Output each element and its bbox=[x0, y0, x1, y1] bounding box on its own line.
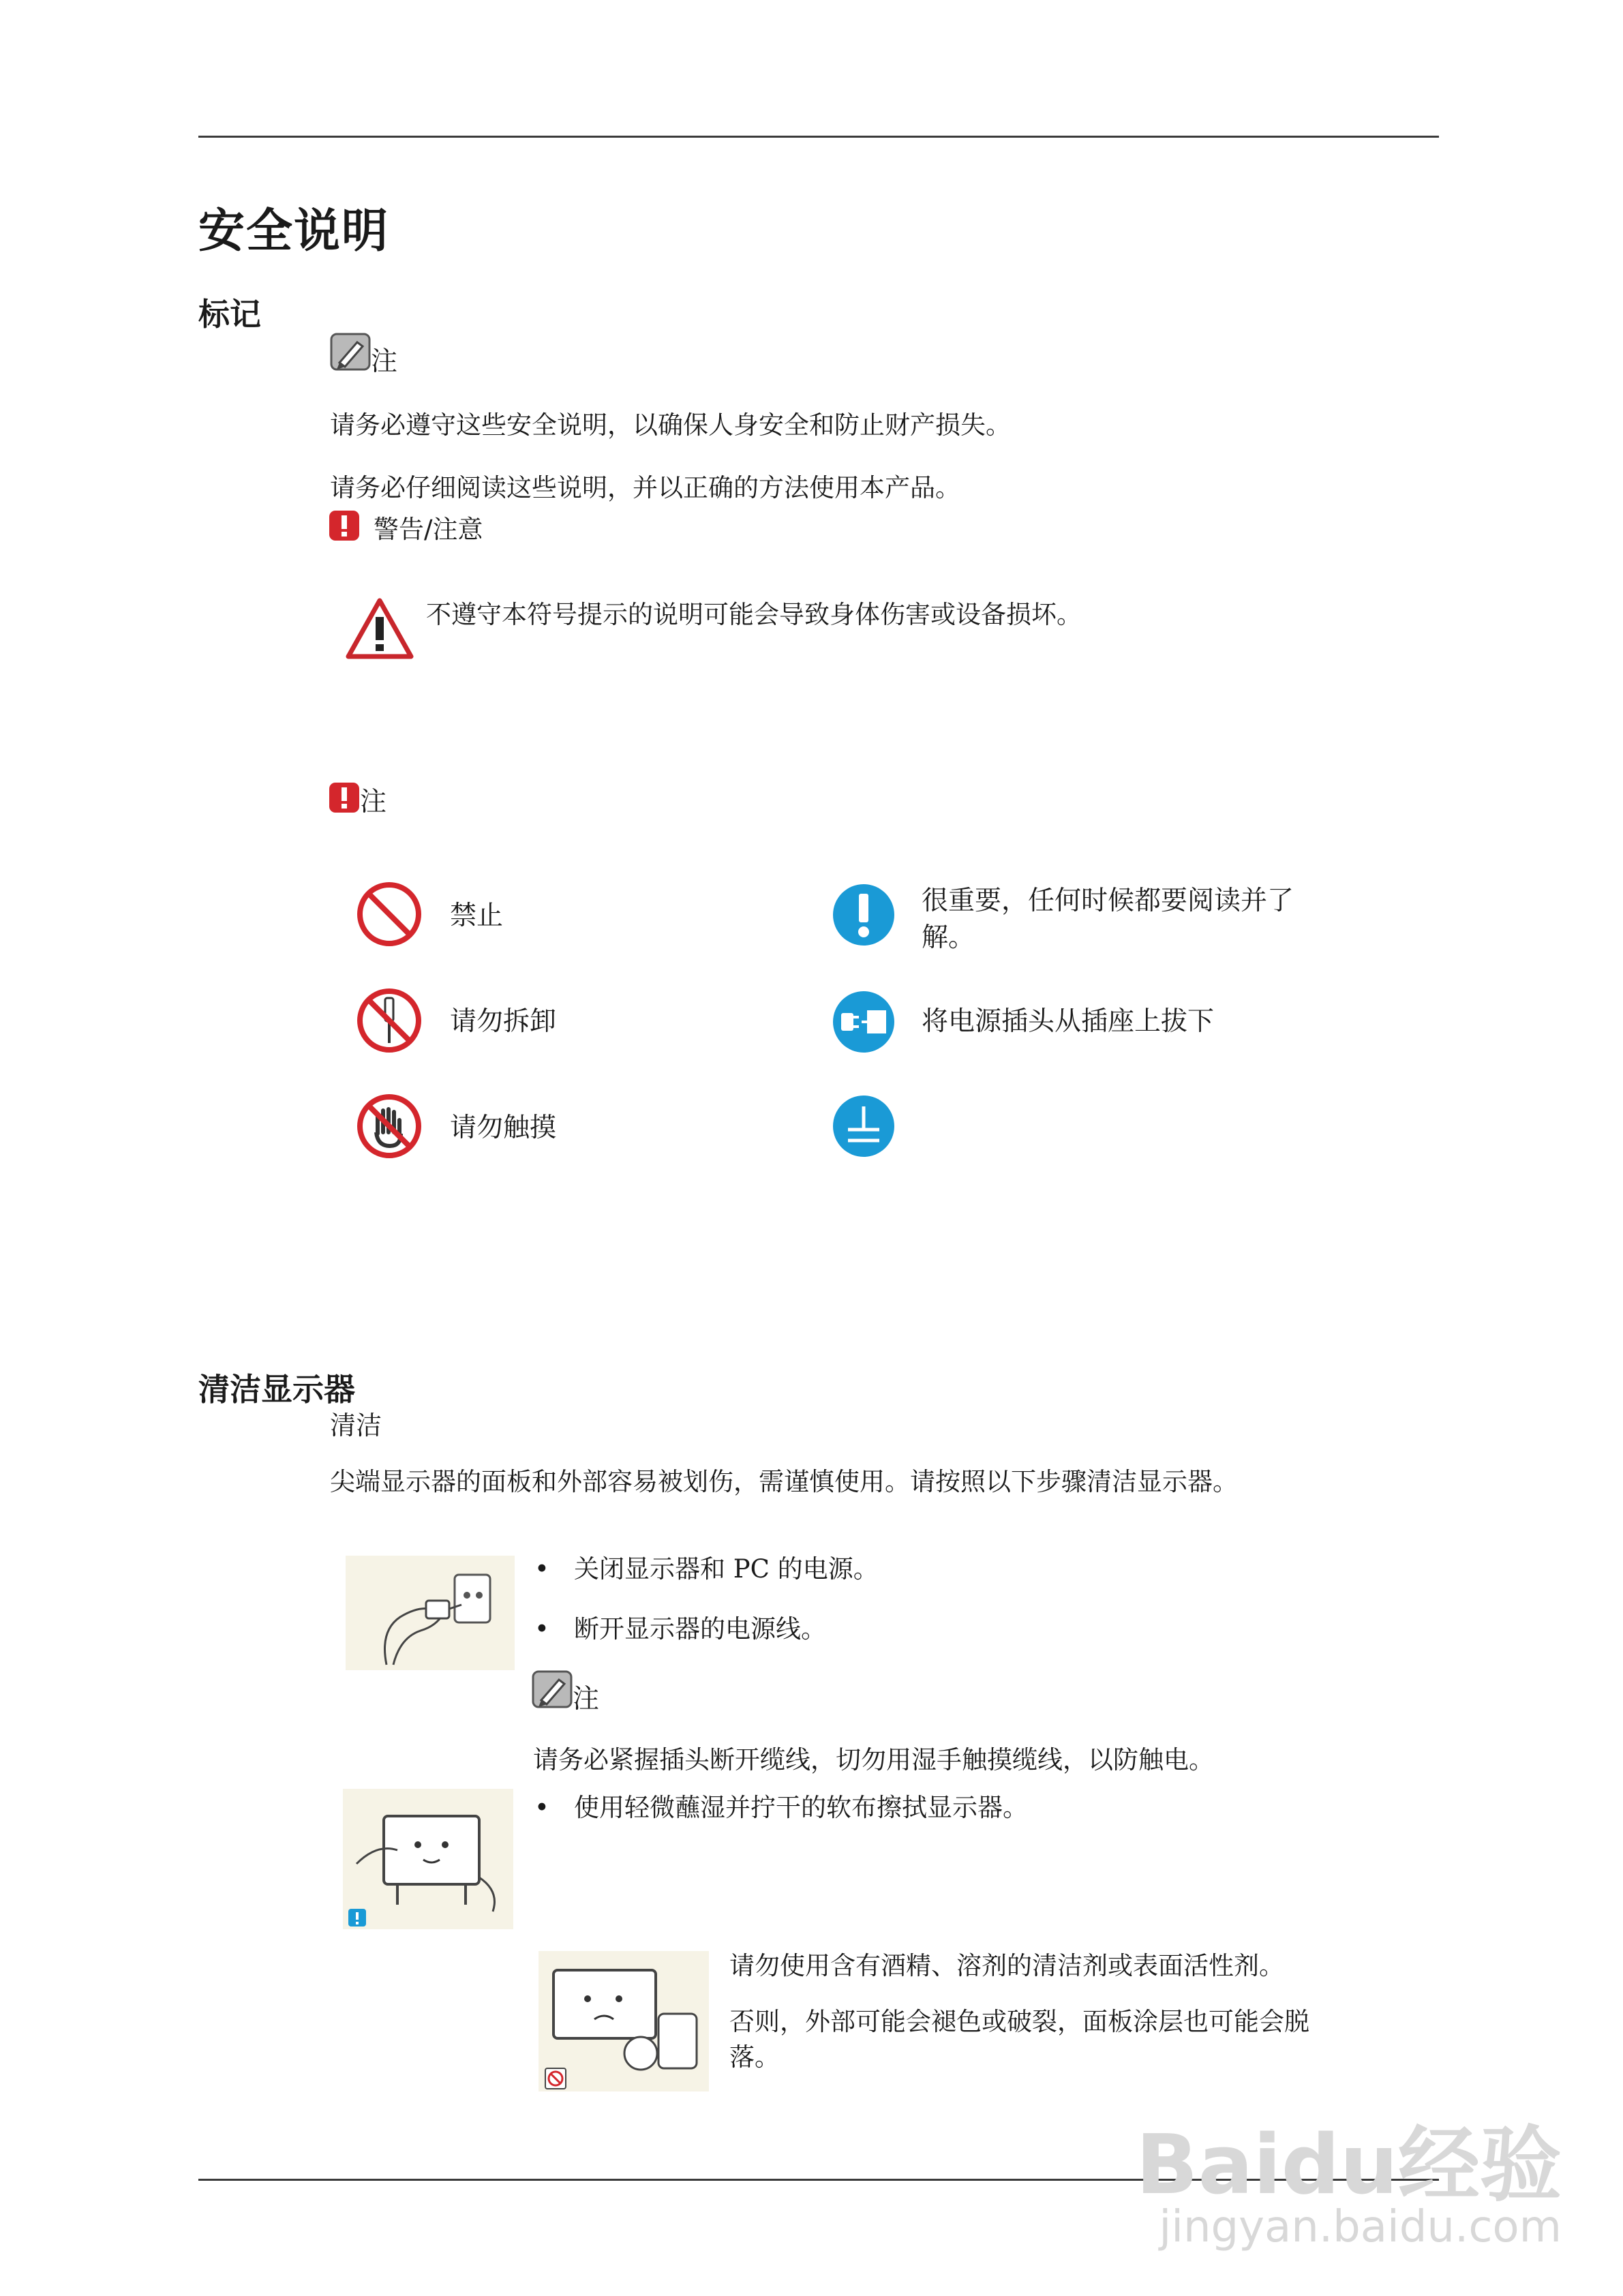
symbol-label-unplug: 将电源插头从插座上拔下 bbox=[922, 1006, 1215, 1037]
cleaning-note-text: 请务必紧握插头断开缆线，切勿用湿手触摸缆线，以防触电。 bbox=[533, 1745, 1214, 1774]
important-icon bbox=[832, 883, 896, 950]
cleaning-subheading: 清洁 bbox=[330, 1410, 382, 1440]
note-line-2: 请务必仔细阅读这些说明，并以正确的方法使用本产品。 bbox=[330, 473, 960, 502]
unplug-icon bbox=[832, 990, 896, 1057]
watermark-url: jingyan.baidu.com bbox=[1159, 2202, 1562, 2252]
warn-line-1: 请勿使用含有酒精、溶剂的清洁剂或表面活性剂。 bbox=[729, 1951, 1284, 1980]
note-line-1: 请务必遵守这些安全说明，以确保人身安全和防止财产损失。 bbox=[330, 410, 1011, 440]
note-icon bbox=[532, 1670, 574, 1712]
symbol-label-important: 很重要，任何时候都要阅读并了解。 bbox=[922, 886, 1294, 953]
symbol-label-no-touch: 请勿触摸 bbox=[450, 1113, 557, 1143]
no-disassemble-icon bbox=[356, 987, 423, 1057]
bullet-dot: • bbox=[534, 1614, 549, 1644]
watermark-brand: Baidu经验 bbox=[1136, 2118, 1562, 2213]
warning-text: 不遵守本符号提示的说明可能会导致身体伤害或设备损坏。 bbox=[426, 600, 1082, 629]
bullet-dot: • bbox=[534, 1554, 549, 1584]
cleaning-note-label: 注 bbox=[573, 1684, 600, 1715]
bullet-wipe: 使用轻微蘸湿并拧干的软布擦拭显示器。 bbox=[574, 1793, 1028, 1822]
symbol-label-no-disassemble: 请勿拆卸 bbox=[450, 1006, 557, 1037]
top-rule bbox=[198, 136, 1439, 138]
page-title: 安全说明 bbox=[198, 205, 390, 258]
cleaning-intro: 尖端显示器的面板和外部容易被划伤，需谨慎使用。请按照以下步骤清洁显示器。 bbox=[330, 1467, 1238, 1496]
symbol-label-prohibited: 禁止 bbox=[450, 901, 504, 931]
section-heading-cleaning: 清洁显示器 bbox=[198, 1371, 355, 1408]
wiping-illustration bbox=[343, 1789, 513, 1929]
warning-caution-label: 警告/注意 bbox=[374, 515, 483, 544]
ground-icon bbox=[832, 1094, 896, 1161]
note2-label: 注 bbox=[360, 787, 387, 817]
bullet-power-off: 关闭显示器和 PC 的电源。 bbox=[574, 1554, 879, 1584]
bullet-disconnect: 断开显示器的电源线。 bbox=[574, 1614, 826, 1644]
warning-square-icon bbox=[329, 510, 360, 544]
warn-line-2: 否则，外部可能会褪色或破裂，面板涂层也可能会脱落。 bbox=[729, 2007, 1309, 2072]
note-icon bbox=[330, 333, 372, 375]
prohibited-icon bbox=[356, 881, 423, 950]
no-touch-icon bbox=[356, 1093, 423, 1162]
warning-square-icon-2 bbox=[329, 782, 360, 816]
section-heading-markings: 标记 bbox=[198, 296, 261, 333]
bullet-dot: • bbox=[534, 1793, 549, 1822]
note-label: 注 bbox=[371, 346, 398, 377]
unplug-illustration bbox=[346, 1556, 515, 1670]
warning-triangle-icon bbox=[344, 596, 415, 665]
no-chemicals-illustration bbox=[539, 1951, 709, 2091]
